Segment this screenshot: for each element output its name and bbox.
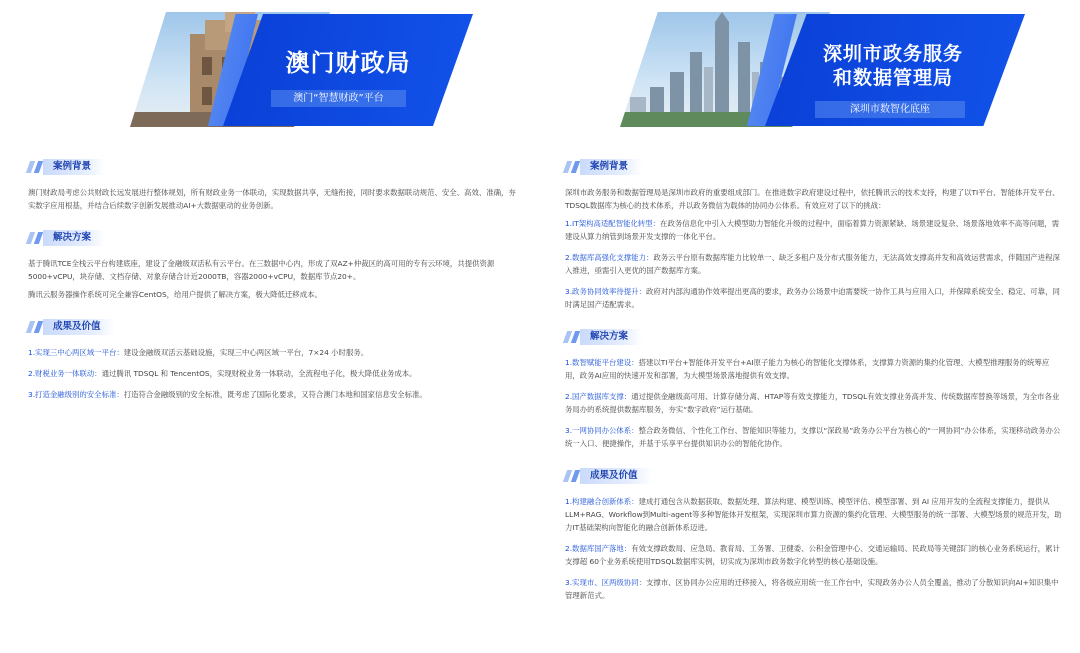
solution-paragraph: 腾讯云服务器操作系统可完全兼容CentOS，给用户提供了解决方案，极大降低迁移成本。 [28, 290, 322, 299]
item-text: 打造符合金融级别的安全标准，既考虑了国际化要求，又符合澳门本地和国家信息安全标准。 [123, 390, 427, 399]
item-title: 3.政务协同效率待提升： [565, 287, 646, 296]
item-text: 通过提供金融级高可用、计算存储分离、HTAP等有效支撑能力，TDSQL有效支撑业务高并发、传统数据库替换等场景，为全市各业务局办的系统提供数据库服务，夯实“数字政府”运行基础。 [565, 392, 1060, 414]
section-header-background [565, 159, 1062, 175]
item-text: 通过腾讯 TDSQL 和 TencentOS，实现财税业务一体联动，全流程电子化，极大降低业务成本。 [101, 369, 417, 378]
banner-title-line1: 深圳市政务服务 [822, 43, 963, 65]
item-text: 支撑市、区协同办公应用的迁移接入，将各级应用统一在工作台中，实现政务办公人员全覆盖，推动了分散知识向AI+知识集中管理新范式。 [565, 578, 1059, 600]
banner-subtitle: 深圳市数智化底座 [815, 101, 965, 118]
banner-title: 澳门财政局 [285, 49, 411, 77]
item-title: 2.数据库国产落地： [565, 544, 632, 553]
result-item [28, 346, 520, 359]
banner-title [793, 42, 993, 90]
challenge-item [565, 217, 1062, 243]
item-title: 3.一网协同办公体系： [565, 426, 639, 435]
item-text: 在政务信息化中引入大模型助力智能化升级的过程中，面临着算力资源紧缺、场景建设复杂、场景落地效率不高等问题，需建设从算力纳管到场景开发支撑的一体化平台。 [565, 219, 1060, 241]
result-item [28, 388, 520, 401]
item-title: 1.IT架构高适配智能化转型： [565, 219, 661, 228]
shenzhen-banner [565, 0, 1062, 140]
banner-subtitle: 澳门“智慧财政”平台 [271, 90, 406, 107]
solution-item [565, 424, 1062, 450]
item-title: 3.打造金融级别的安全标准： [28, 390, 124, 399]
solution-item [565, 356, 1062, 382]
section-title: 解决方案 [43, 230, 105, 246]
item-text: 有效支撑政数局、应急局、教育局、工务署、卫健委、公积金管理中心、交通运输局、民政局等关键部门的核心业务系统运行，累计支撑超 60个业务系统使用TDSQL数据库实例，切实成为深圳市政务数字化转型的核心基础设施。 [565, 544, 1060, 566]
macau-banner [28, 0, 520, 140]
challenge-item [565, 285, 1062, 311]
section-title: 成果及价值 [580, 468, 652, 484]
macau-finance-panel [28, 0, 520, 409]
item-title: 2.国产数据库支撑： [565, 392, 632, 401]
item-text: 政务云平台原有数据库能力比较单一、缺乏多租户及分布式服务能力，无法高效支撑高并发和高效运营需求，伴随国产进程深入推进，亟需引入更优的国产数据库方案。 [565, 253, 1060, 275]
solution-item [565, 390, 1062, 416]
background-paragraph: 澳门财政局考虑公共财政长远发展进行整体规划，所有财政业务一体联动，实现数据共享，无缝衔接，同时要求数据联动规范、安全、高效、准确，夯实数字应用根基，并结合后续数字创新发展推动AI+大数据驱动的业务创新。 [28, 188, 516, 210]
section-title: 案例背景 [580, 159, 642, 175]
section-header-background [28, 159, 520, 175]
challenge-item [565, 251, 1062, 277]
item-text: 政府对内部沟通协作效率提出更高的要求，政务办公场景中迫需要统一协作工具与应用入口，并保障系统安全、稳定、可靠，同时满足国产适配需求。 [565, 287, 1060, 309]
solution-paragraph: 基于腾讯TCE全栈云平台构建底座，建设了金融级双活私有云平台。在三数据中心内，形成了双AZ+仲裁区的高可用的专有云环境，共提供资源5000+vCPU，块存储、文档存储、对象存储合计近2000TB，容器2000+vCPU，数据库节点20+。 [28, 259, 495, 281]
item-text: 建成打通包含从数据获取、数据处理、算法构建、模型训练、模型评估、模型部署、到 AI 应用开发的全流程支撑能力，提供从LLM+RAG、Workflow到Multi-agent等多种智能体开发框架，实现深圳市算力资源的集约化管理、大模型服务的统一部署、大模型场景的规范开发，助力IT基础架构向智能化的融合创新体系迈进。 [565, 497, 1062, 532]
result-item [565, 495, 1062, 534]
item-title: 3.实现市、区两级协同： [565, 578, 646, 587]
banner-title-line2: 和数据管理局 [832, 67, 953, 89]
section-header-solution [28, 230, 520, 246]
item-text: 建设金融级双活云基础设施，实现三中心两区域一平台，7×24 小时服务。 [123, 348, 369, 357]
item-title: 2.数据库高强化支撑能力： [565, 253, 654, 262]
result-item [565, 542, 1062, 568]
item-title: 1.实现三中心两区域一平台： [28, 348, 124, 357]
item-text: 搭建以TI平台+智能体开发平台+AI原子能力为核心的智能化支撑体系，支撑算力资源的集约化管理、大模型推理服务的统筹应用，政务AI应用的快速开发和部署，为大模型场景落地提供有效支撑。 [565, 358, 1050, 380]
shenzhen-gov-panel [565, 0, 1062, 610]
item-title: 2.财税业务一体联动： [28, 369, 102, 378]
section-header-results [565, 468, 1062, 484]
item-text: 整合政务微信、个性化工作台、智能知识等能力，支撑以“深政易”政务办公平台为核心的“一网协同”办公体系，实现移动政务办公统一入口、便捷操作，并基于乐享平台提供知识办公的智能化协作。 [565, 426, 1061, 448]
result-item [28, 367, 520, 380]
background-paragraph: 深圳市政务服务和数据管理局是深圳市政府的重要组成部门。在推进数字政府建设过程中，依托腾讯云的技术支持，构建了以TI平台、智能体开发平台、TDSQL数据库为核心的技术体系，并以政务微信为载体的协同办公体系。有效应对了以下的挑战： [565, 188, 1060, 210]
item-title: 1.数智赋能平台建设： [565, 358, 639, 367]
section-title: 解决方案 [580, 329, 642, 345]
section-header-solution [565, 329, 1062, 345]
result-item [565, 576, 1062, 602]
section-header-results [28, 319, 520, 335]
section-title: 案例背景 [43, 159, 105, 175]
section-title: 成果及价值 [43, 319, 115, 335]
item-title: 1.构建融合创新体系： [565, 497, 639, 506]
